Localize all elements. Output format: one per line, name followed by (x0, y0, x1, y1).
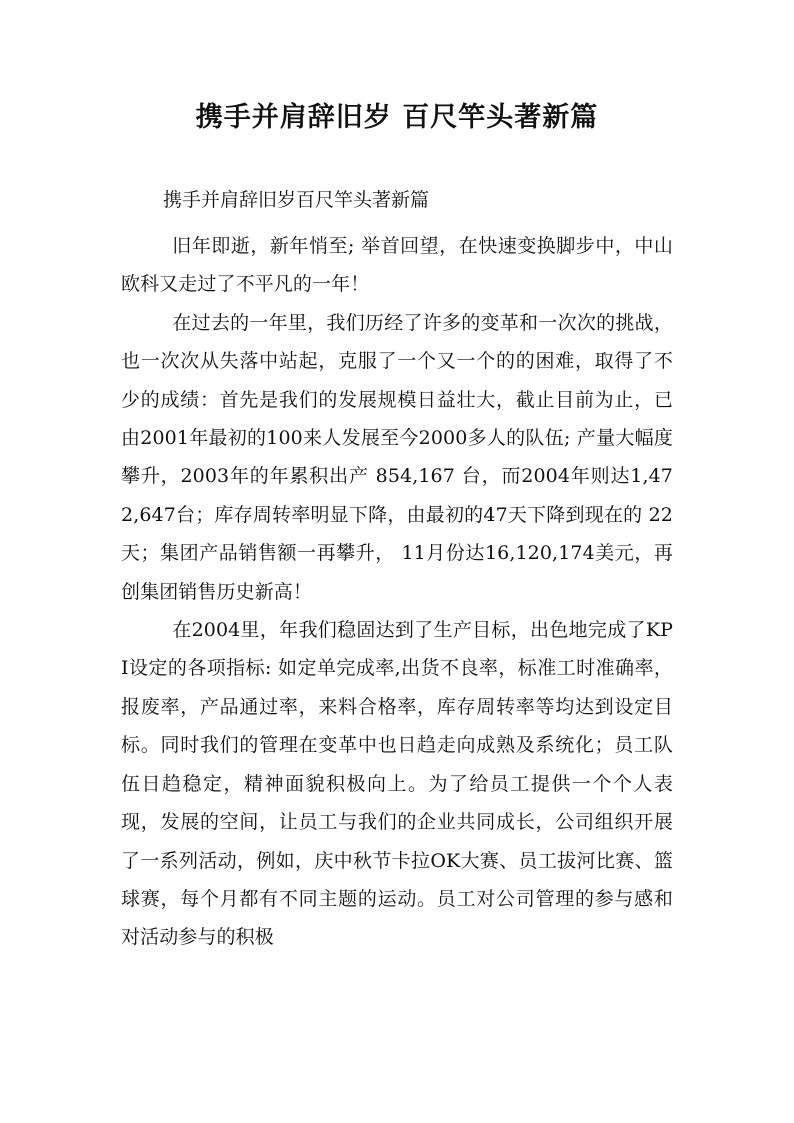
document-subtitle: 携手并肩辞旧岁百尺竿头著新篇 (163, 189, 430, 211)
document-body (121, 227, 673, 957)
document-title: 携手并肩辞旧岁 百尺竿头著新篇 (195, 102, 599, 133)
paragraph-1: 旧年即逝，新年悄至; 举首回望，在快速变换脚步中，中山欧科又走过了不平凡的一年！ (121, 235, 673, 296)
paragraph-2: 在过去的一年里，我们历经了许多的变革和一次次的挑战，也一次次从失落中站起，克服了一个又一个的的困难，取得了不少的成绩：首先是我们的发展规模日益壮大，截止目前为止，已由2001年最初的100来人发展至今2000多人的队伍; 产量大幅度攀升，2003年的年累积出产 854,167 台，而2004年则达1,472,647台；库存周转率明显下降，由最初的47天下降到现在的 22天；集团产品销售额一再攀升， 11月份达16,120,174美元，再创集团销售历史新高！ (121, 311, 673, 603)
paragraph-3: 在2004里，年我们稳固达到了生产目标，出色地完成了KPI设定的各项指标: 如定单完成率,出货不良率，标准工时准确率，报废率，产品通过率，来料合格率，库存周转率等均达到设定目标。同时我们的管理在变革中也日趋走向成熟及系统化；员工队伍日趋稳定，精神面貌积极向上。为了给员工提供一个个人表现，发展的空间，让员工与我们的企业共同成长，公司组织开展了一系列活动，例如，庆中秋节卡拉OK大赛、员工拔河比赛、篮球赛，每个月都有不同主题的运动。员工对公司管理的参与感和对活动参与的积极 (121, 619, 673, 949)
